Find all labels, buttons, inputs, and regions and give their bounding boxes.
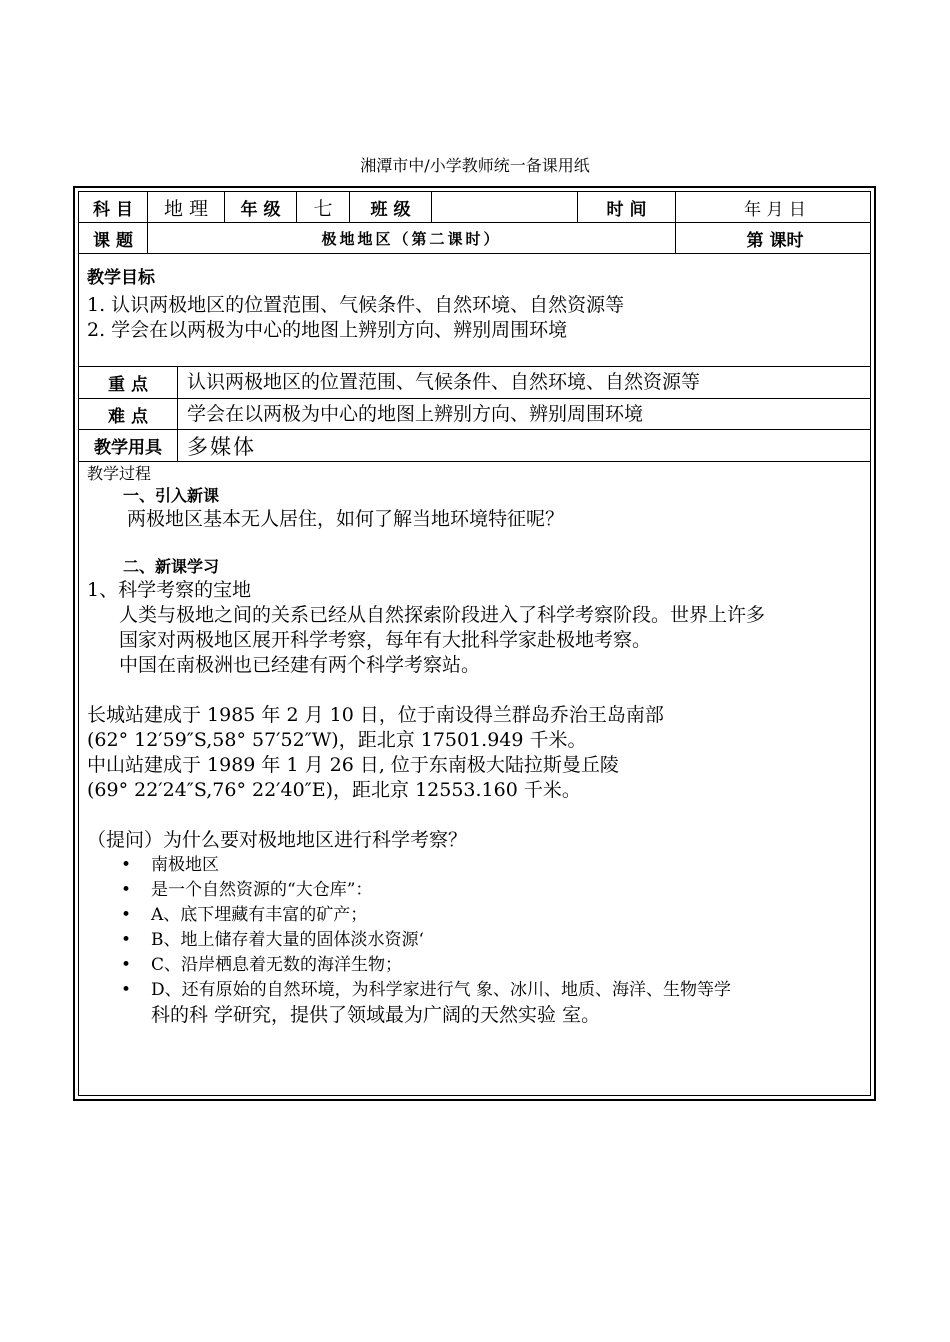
subject-value: 地 理 — [163, 197, 209, 220]
sub1-heading: 1、科学考察的宝地 — [87, 579, 252, 601]
time-label: 时 间 — [606, 199, 647, 220]
station2-line1: 中山站建成于 1989 年 1 月 26 日, 位于东南极大陆拉斯曼丘陵 — [87, 754, 619, 776]
objectives-title: 教学目标 — [87, 268, 155, 288]
subject-label: 科 目 — [93, 199, 133, 220]
bullet-text: D、还有原始的自然环境，为科学家进行气 象、冰川、地质、海洋、生物等学 — [151, 980, 732, 1000]
bullet-dot: • — [120, 930, 132, 950]
tools-value: 多媒体 — [187, 434, 256, 459]
bullet-text: 南极地区 — [151, 855, 219, 875]
grade-label: 年 级 — [240, 199, 281, 220]
key-point-label: 重 点 — [108, 375, 148, 395]
lesson-plan-table-inner — [78, 191, 871, 1096]
section1-text: 两极地区基本无人居住，如何了解当地环境特征呢？ — [127, 508, 565, 530]
station1-line2: (62° 12′59″S,58° 57′52″W)，距北京 17501.949 千米。 — [87, 729, 587, 751]
bullet-text: C、沿岸栖息着无数的海洋生物； — [151, 955, 403, 975]
section1-heading: 一、引入新课 — [123, 486, 220, 505]
para1-line1: 人类与极地之间的关系已经从自然探索阶段进入了科学考察阶段。世界上许多 — [119, 604, 766, 626]
bullet-text: A、底下埋藏有丰富的矿产； — [151, 905, 368, 925]
difficulty-value: 学会在以两极为中心的地图上辨别方向、辨别周围环境 — [187, 402, 644, 425]
grade-value: 七 — [313, 197, 333, 220]
para2: 中国在南极洲也已经建有两个科学考察站。 — [119, 654, 481, 676]
tools-label: 教学用具 — [94, 438, 162, 458]
class-value — [432, 192, 577, 222]
bullet-dot: • — [120, 980, 132, 1000]
sheet-title: 湘潭市中/小学教师统一备课用纸 — [360, 156, 590, 175]
station1-line1: 长城站建成于 1985 年 2 月 10 日，位于南设得兰群岛乔治王岛南部 — [87, 704, 664, 726]
bullet-dot: • — [120, 880, 132, 900]
bullet-dot: • — [120, 905, 132, 925]
bullet-dot: • — [120, 855, 132, 875]
bullet-text: B、地上储存着大量的固体淡水资源‘ — [151, 930, 424, 950]
topic-label: 课 题 — [93, 230, 133, 251]
key-point-value: 认识两极地区的位置范围、气候条件、自然环境、自然资源等 — [187, 371, 701, 393]
para1-line2: 国家对两极地区展开科学考察，每年有大批科学家赴极地考察。 — [119, 629, 652, 651]
bullet-dot: • — [120, 955, 132, 975]
section2-heading: 二、新课学习 — [123, 557, 220, 576]
difficulty-label: 难 点 — [108, 406, 148, 427]
row-divider — [79, 253, 870, 254]
process-title: 教学过程 — [87, 464, 152, 483]
objective-item: 1. 认识两极地区的位置范围、气候条件、自然环境、自然资源等 — [87, 294, 625, 316]
row-divider — [79, 461, 870, 462]
question: （提问）为什么要对极地地区进行科学考察？ — [87, 829, 468, 851]
station2-line2: (69° 22′24″S,76° 22′40″E)，距北京 12553.160 千米。 — [87, 779, 581, 801]
class-label: 班 级 — [370, 199, 411, 220]
bullet-continuation: 科的科 学研究，提供了领域最为广阔的天然实验 室。 — [151, 1004, 601, 1026]
lesson-plan-table — [73, 186, 876, 1101]
topic-value: 极地地区（第二课时） — [321, 229, 502, 248]
col-divider — [177, 366, 178, 461]
objective-item: 2. 学会在以两极为中心的地图上辨别方向、辨别周围环境 — [87, 319, 568, 341]
time-value: 年 月 日 — [744, 199, 806, 220]
bullet-text: 是一个自然资源的“大仓库”： — [151, 880, 373, 900]
period-value: 第 课时 — [746, 230, 804, 251]
